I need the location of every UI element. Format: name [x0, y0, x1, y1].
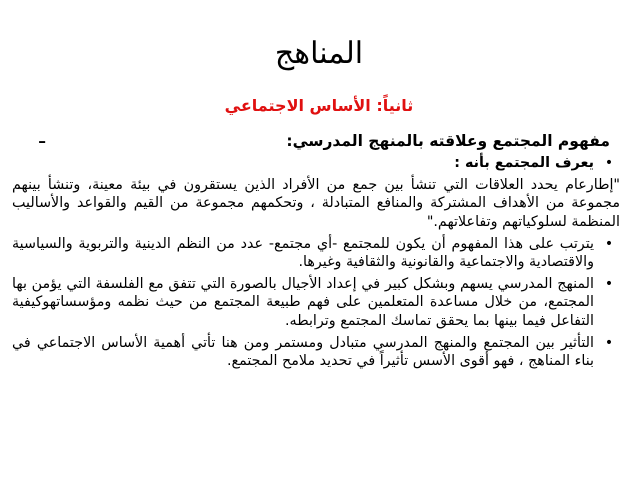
bullet-icon: •	[604, 334, 614, 351]
bullet-icon: •	[604, 276, 614, 293]
section-heading-text: مفهوم المجتمع وعلاقته بالمنهج المدرسي:	[286, 132, 610, 150]
definition-label: يعرف المجتمع بأنه :	[454, 155, 594, 171]
heading-dash: –	[38, 132, 46, 150]
definition-quote: "إطارعام يحدد العلاقات التي تنشأ بين جمع من الأفراد الذين يستقرون في بيئة معينة، وتنشأ بينهم مجموعة من الأهداف المشتركة والمنافع المتبادلة ، وتحكمهم مجموعة من القيم والقواعد والأساليب المنظمة لسلوكياتهم وتفاعلاتهم."	[12, 177, 620, 230]
bullet-list	[12, 154, 624, 374]
list-item	[12, 235, 624, 271]
bullet-icon: •	[604, 235, 614, 252]
section-heading	[20, 130, 620, 152]
list-item	[12, 154, 624, 172]
slide-subtitle: ثانياً: الأساس الاجتماعي	[224, 96, 414, 115]
list-item	[12, 275, 624, 330]
point-text: يترتب على هذا المفهوم أن يكون للمجتمع -أي مجتمع- عدد من النظم الدينية والتربوية والسياسية والاقتصادية والاجتماعية والقانونية والثقافية وغيرها.	[12, 235, 594, 271]
point-text: التأثير بين المجتمع والمنهج المدرسي متبادل ومستمر ومن هنا تأتي أهمية الأساس الاجتماعي في بناء المناهج ، فهو أقوى الأسس تأثيراً في تحديد ملامح المجتمع.	[12, 334, 594, 370]
bullet-icon: •	[604, 155, 614, 171]
point-text: المنهج المدرسي يسهم وبشكل كبير في إعداد الأجيال بالصورة التي تتفق مع الفلسفة التي يؤمن بها المجتمع، من خلال مساعدة المتعلمين على فهم طبيعة المجتمع من حيث نظمه ومؤسساتهوكيفية التفاعل فيما بينها بما يحقق تماسك المجتمع وترابطه.	[12, 276, 594, 329]
list-item	[12, 334, 624, 370]
slide-title: المناهج	[274, 36, 364, 71]
